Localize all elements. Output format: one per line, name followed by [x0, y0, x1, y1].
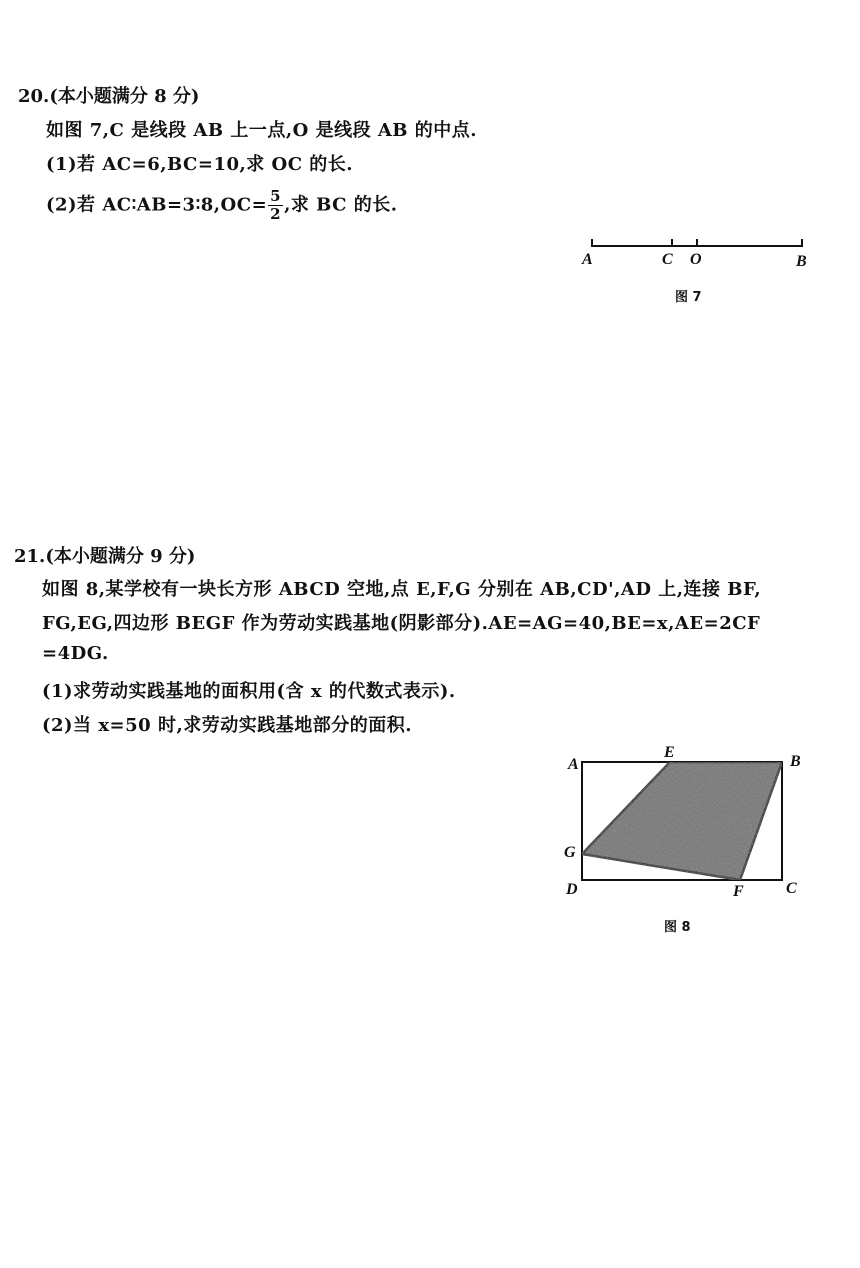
figure-8-rectangle: [560, 740, 820, 900]
q20-part2: [46, 188, 398, 223]
q20-fraction: [268, 188, 283, 223]
label-g: G: [564, 844, 576, 861]
q21-heading: 21.(本小题满分 9 分): [14, 546, 196, 567]
shaded-quadrilateral-begf: [582, 762, 782, 880]
q20-heading: 20.(本小题满分 8 分): [18, 86, 200, 107]
q21-part2: (2)当 x=50 时,求劳动实践基地部分的面积.: [42, 715, 412, 736]
q20-fraction-denominator: 2: [270, 205, 282, 223]
figure-7-segment: [570, 228, 820, 276]
q20-part2-prefix: (2)若 AC∶AB=3∶8,OC=: [46, 194, 268, 216]
q20-stem: 如图 7,C 是线段 AB 上一点,O 是线段 AB 的中点.: [46, 120, 478, 141]
figure-7-caption: 图 7: [675, 290, 702, 305]
label-c: C: [662, 251, 673, 268]
label-f: F: [733, 883, 744, 900]
label-e: E: [664, 744, 675, 761]
q21-stem-line1: 如图 8,某学校有一块长方形 ABCD 空地,点 E,F,G 分别在 AB,CD',AD 上,连接 BF,: [42, 579, 762, 600]
q21-part1: (1)求劳动实践基地的面积用(含 x 的代数式表示).: [42, 681, 456, 702]
label-b: B: [790, 753, 801, 770]
q21-stem-line3: =4DG.: [42, 643, 109, 664]
q20-part2-suffix: ,求 BC 的长.: [284, 194, 398, 216]
q21-stem-line2: FG,EG,四边形 BEGF 作为劳动实践基地(阴影部分).AE=AG=40,BE=x,AE=2CF: [42, 613, 761, 634]
label-d: D: [566, 881, 578, 898]
q20-fraction-numerator: 5: [270, 187, 282, 205]
label-b: B: [796, 253, 807, 270]
label-o: O: [690, 251, 702, 268]
label-a: A: [582, 251, 593, 268]
label-a: A: [568, 756, 579, 773]
figure-8-caption: 图 8: [664, 920, 691, 935]
label-c: C: [786, 880, 797, 897]
q20-part1: (1)若 AC=6,BC=10,求 OC 的长.: [46, 154, 354, 175]
